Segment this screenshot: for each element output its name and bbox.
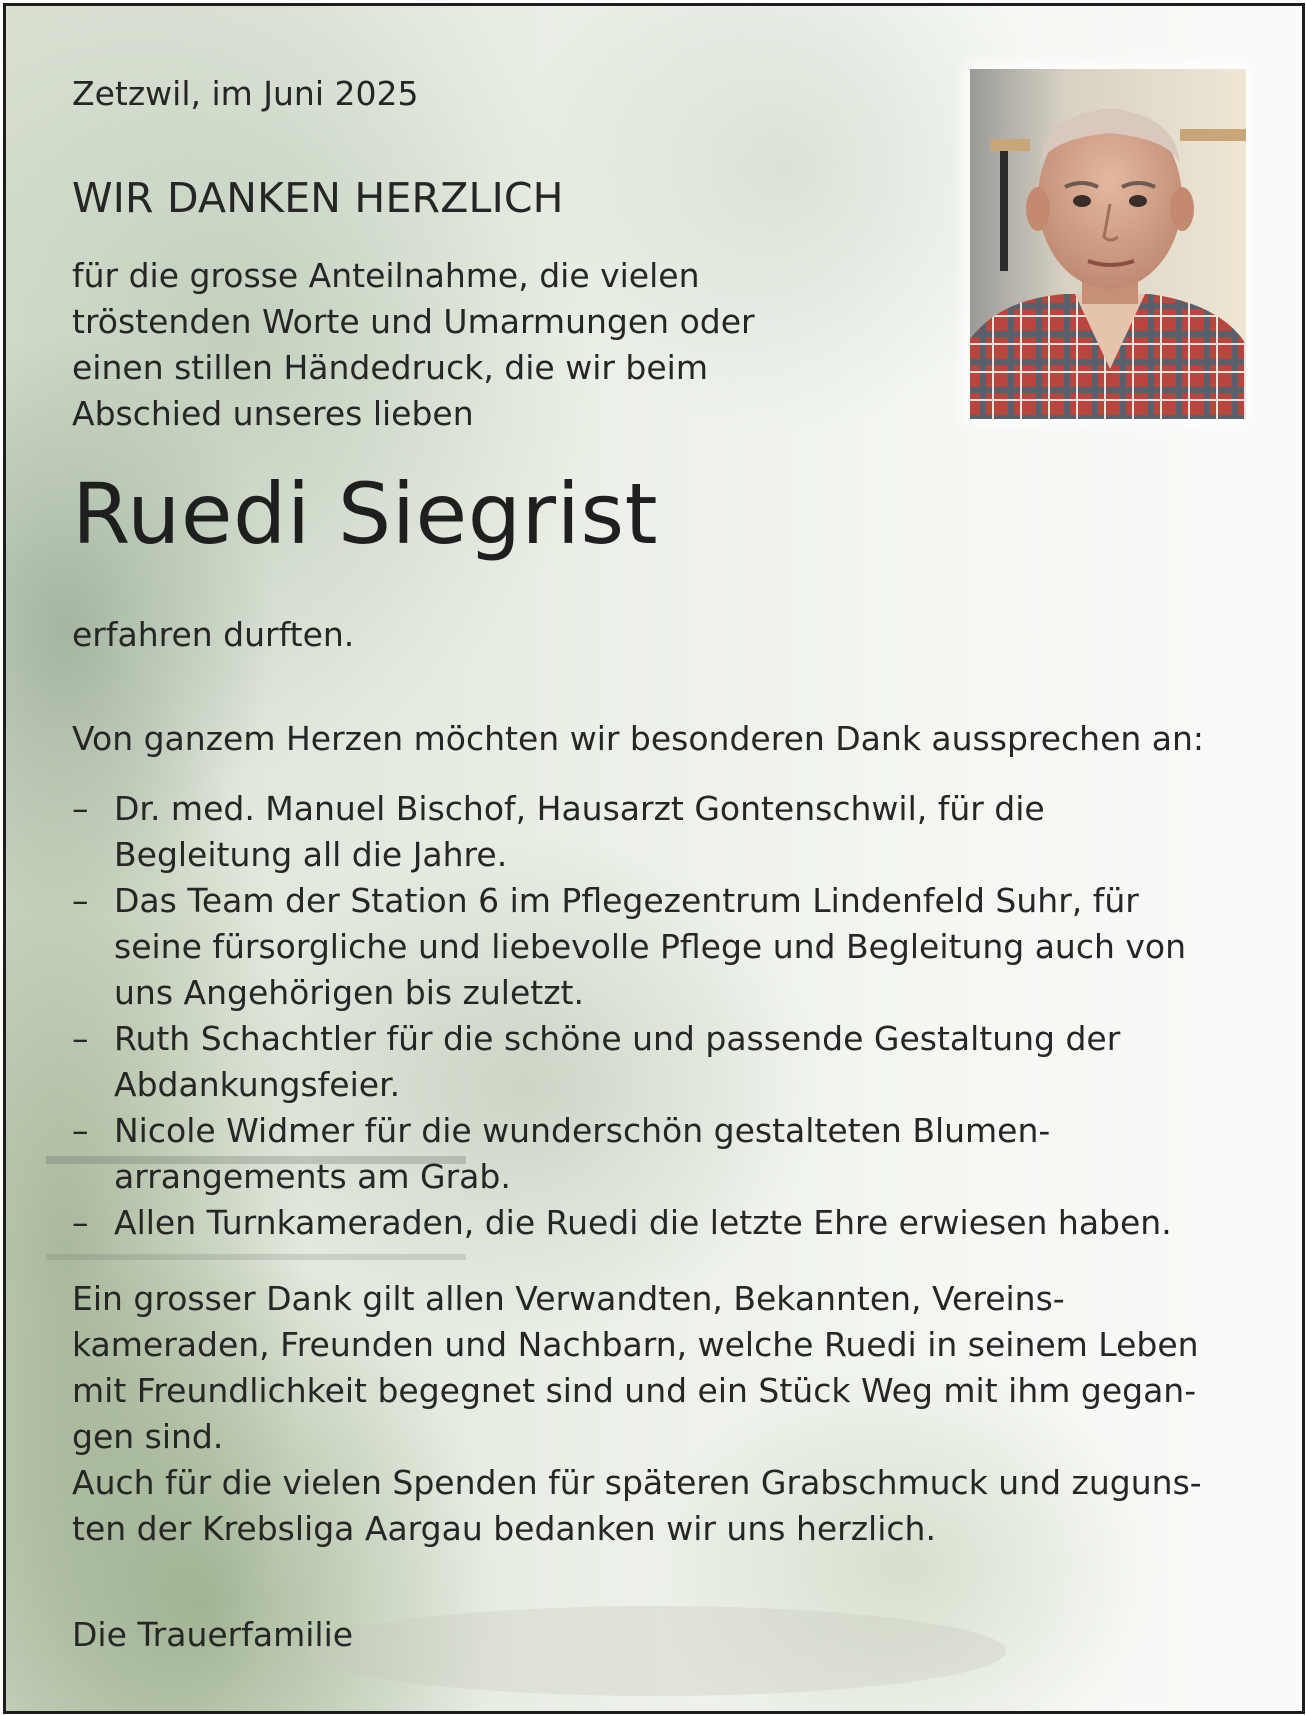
intro-line: für die grosse Anteilnahme, die vielen bbox=[72, 256, 700, 295]
list-item bbox=[72, 1108, 1186, 1200]
dash-bullet: – bbox=[72, 881, 89, 920]
list-item bbox=[72, 1016, 1186, 1108]
list-item-line: Dr. med. Manuel Bischof, Hausarzt Gontenschwil, für die bbox=[114, 789, 1045, 828]
list-item-line: Abdankungsfeier. bbox=[114, 1065, 401, 1104]
portrait-photo bbox=[970, 69, 1246, 419]
thanks-intro: Von ganzem Herzen möchten wir besonderen Dank aussprechen an: bbox=[72, 719, 1205, 758]
list-item-line: Begleitung all die Jahre. bbox=[114, 835, 508, 874]
list-item bbox=[72, 878, 1186, 1016]
list-item-line: Nicole Widmer für die wunderschön gestalteten Blumen- bbox=[114, 1111, 1051, 1150]
background-path bbox=[306, 1606, 1006, 1696]
list-item-line: Allen Turnkameraden, die Ruedi die letzte Ehre erwiesen haben. bbox=[114, 1203, 1172, 1242]
intro-text bbox=[72, 253, 755, 437]
closing-line: Ein grosser Dank gilt allen Verwandten, Bekannten, Vereins- bbox=[72, 1279, 1065, 1318]
closing-line: Auch für die vielen Spenden für späteren Grabschmuck und zuguns- bbox=[72, 1463, 1202, 1502]
place-date: Zetzwil, im Juni 2025 bbox=[72, 74, 419, 113]
list-item-line: Ruth Schachtler für die schöne und passende Gestaltung der bbox=[114, 1019, 1121, 1058]
list-item bbox=[72, 786, 1186, 878]
intro-line: tröstenden Worte und Umarmungen oder bbox=[72, 302, 755, 341]
list-item-line: seine fürsorgliche und liebevolle Pflege und Begleitung auch von bbox=[114, 927, 1187, 966]
obituary-card bbox=[3, 3, 1305, 1714]
dash-bullet: – bbox=[72, 1203, 89, 1242]
thanks-list bbox=[72, 786, 1186, 1246]
list-item bbox=[72, 1200, 1186, 1246]
list-item-line: Das Team der Station 6 im Pflegezentrum Lindenfeld Suhr, für bbox=[114, 881, 1139, 920]
closing-line: ten der Krebsliga Aargau bedanken wir uns herzlich. bbox=[72, 1509, 936, 1548]
list-item-line: uns Angehörigen bis zuletzt. bbox=[114, 973, 584, 1012]
list-item-line: arrangements am Grab. bbox=[114, 1157, 511, 1196]
deceased-name: Ruedi Siegrist bbox=[72, 465, 659, 563]
closing-line: kameraden, Freunden und Nachbarn, welche Ruedi in seinem Leben bbox=[72, 1325, 1199, 1364]
intro-closing: erfahren durften. bbox=[72, 615, 355, 654]
closing-line: mit Freundlichkeit begegnet sind und ein Stück Weg mit ihm gegan- bbox=[72, 1371, 1197, 1410]
closing-paragraph bbox=[72, 1276, 1202, 1552]
intro-line: einen stillen Händedruck, die wir beim bbox=[72, 348, 708, 387]
intro-line: Abschied unseres lieben bbox=[72, 394, 474, 433]
dash-bullet: – bbox=[72, 1019, 89, 1058]
closing-line: gen sind. bbox=[72, 1417, 224, 1456]
heading: WIR DANKEN HERZLICH bbox=[72, 174, 564, 222]
dash-bullet: – bbox=[72, 1111, 89, 1150]
dash-bullet: – bbox=[72, 789, 89, 828]
signoff: Die Trauerfamilie bbox=[72, 1615, 354, 1654]
